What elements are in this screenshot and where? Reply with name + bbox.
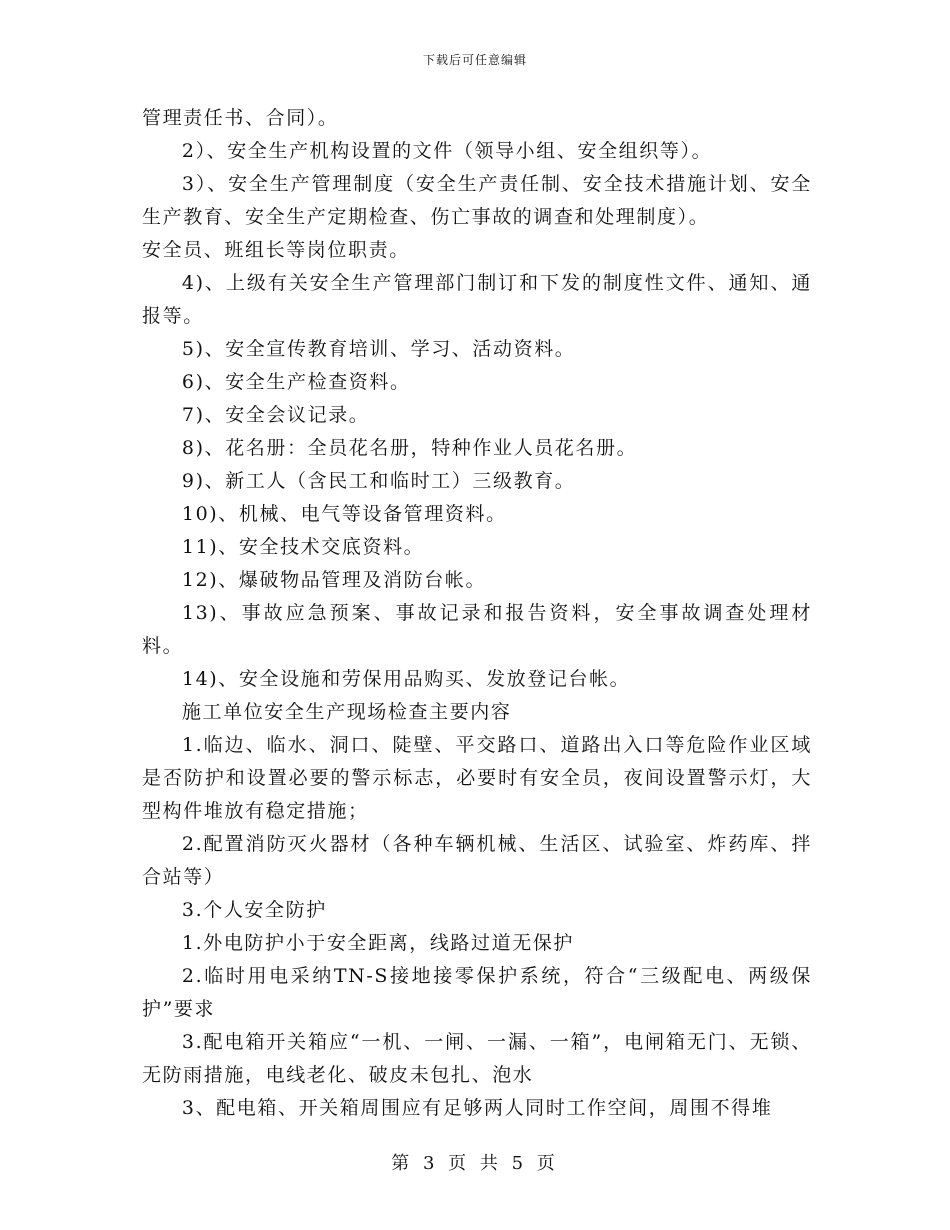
paragraph: 8)、花名册：全员花名册，特种作业人员花名册。 — [181, 437, 638, 459]
paragraph: 3）、安全生产管理制度（安全生产责任制、安全技术措施计划、安全生产教育、安全生产定期检查、伤亡事故的调查和处理制度）。 — [142, 173, 812, 228]
paragraph: 11)、安全技术交底资料。 — [181, 536, 425, 558]
paragraph: 安全员、班组长等岗位职责。 — [142, 239, 410, 261]
paragraph: 1.外电防护小于安全距离，线路过道无保护 — [181, 932, 575, 954]
paragraph: 管理责任书、合同）。 — [142, 107, 339, 129]
paragraph: 3、配电箱、开关箱周围应有足够两人同时工作空间，周围不得堆 — [181, 1097, 773, 1119]
paragraph: 14)、安全设施和劳保用品购买、发放登记台帐。 — [181, 668, 631, 690]
paragraph: 2）、安全生产机构设置的文件（领导小组、安全组织等）。 — [181, 140, 713, 162]
paragraph: 7)、安全会议记录。 — [181, 404, 370, 426]
paragraph: 1.临边、临水、洞口、陡壁、平交路口、道路出入口等危险作业区域是否防护和设置必要的警示标志，必要时有安全员，夜间设置警示灯，大型构件堆放有稳定措施； — [142, 734, 812, 822]
paragraph: 2.配置消防灭火器材（各种车辆机械、生活区、试验室、炸药库、拌合站等） — [142, 833, 812, 888]
paragraph: 3.个人安全防护 — [181, 899, 327, 921]
page-header: 下载后可任意编辑 — [422, 53, 527, 67]
paragraph: 6)、安全生产检查资料。 — [181, 371, 411, 393]
paragraph: 12)、爆破物品管理及消防台帐。 — [181, 569, 487, 591]
paragraph: 4)、上级有关安全生产管理部门制订和下发的制度性文件、通知、通报等。 — [142, 272, 812, 327]
paragraph: 10)、机械、电气等设备管理资料。 — [181, 503, 507, 525]
paragraph: 9)、新工人（含民工和临时工）三级教育。 — [181, 470, 576, 492]
paragraph: 2.临时用电采纳TN-S接地接零保护系统，符合“三级配电、两级保护”要求 — [142, 965, 812, 1020]
paragraph: 13)、事故应急预案、事故记录和报告资料，安全事故调查处理材料。 — [142, 602, 812, 657]
document-body — [142, 102, 812, 1125]
paragraph: 3.配电箱开关箱应“一机、一闸、一漏、一箱”，电闸箱无门、无锁、无防雨措施，电线老化、破皮未包扎、泡水 — [142, 1031, 812, 1086]
page-number: 第 3 页 共 5 页 — [391, 1153, 559, 1174]
section-heading: 施工单位安全生产现场检查主要内容 — [181, 701, 512, 723]
paragraph: 5)、安全宣传教育培训、学习、活动资料。 — [181, 338, 576, 360]
